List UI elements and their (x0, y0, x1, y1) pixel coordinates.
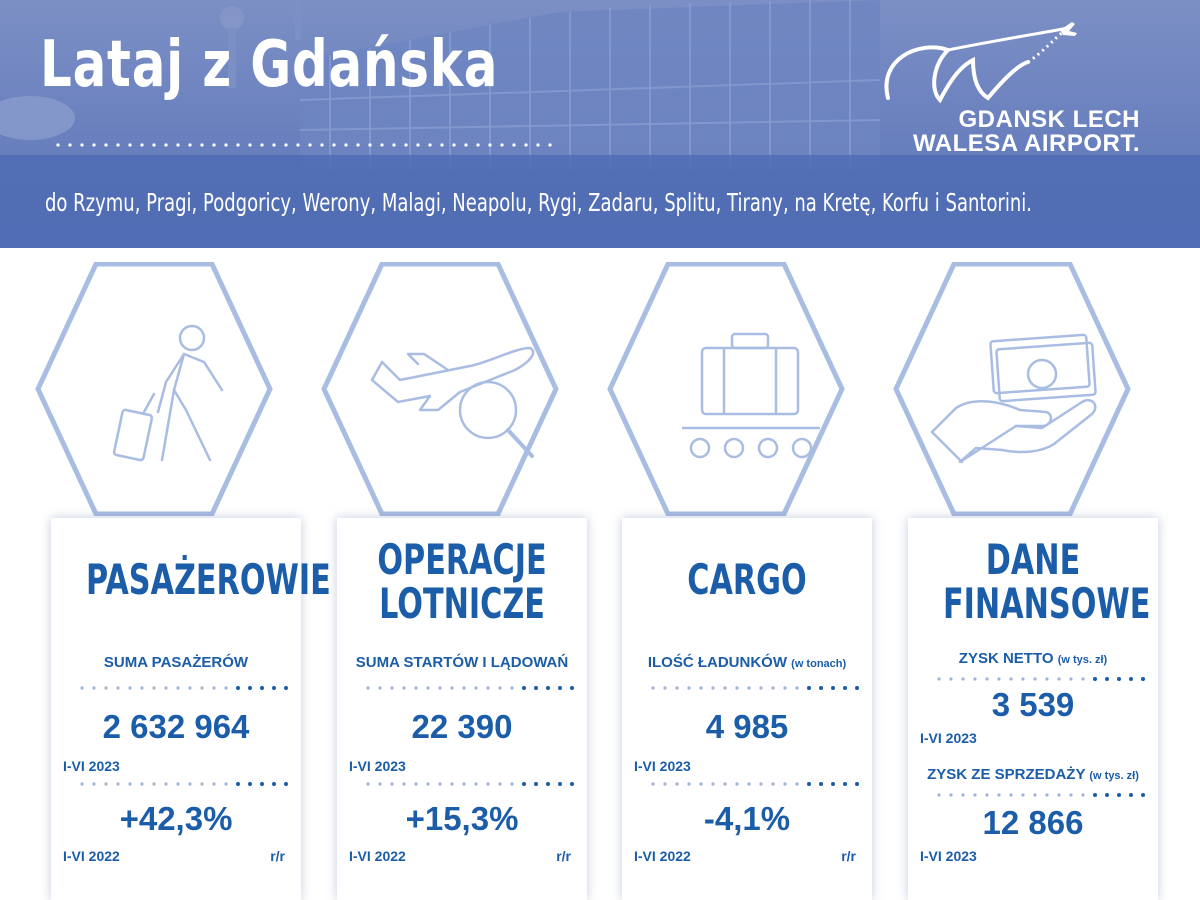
hand-money-icon (892, 262, 1132, 516)
dotted-divider (650, 685, 862, 691)
dotted-divider (79, 781, 291, 787)
change-value: +15,3% (405, 800, 519, 837)
card-title: OPERACJE LOTNICZE (377, 535, 547, 628)
hexagon-cargo (606, 262, 846, 516)
logo-text-line2: WALESA AIRPORT. (912, 130, 1140, 157)
yoy-label: r/r (270, 848, 285, 864)
metric2-value: 12 866 (982, 804, 1084, 841)
metric-value: 22 390 (411, 708, 513, 745)
card-title: PASAŻEROWIE (86, 555, 331, 604)
change-value: +42,3% (119, 800, 233, 837)
metric1-period-label: I-VI 2023 (920, 730, 977, 746)
compare-period-label: I-VI 2022 (349, 848, 406, 864)
title-dotted-divider (55, 142, 555, 148)
card-operations (337, 518, 587, 900)
period-label: I-VI 2023 (63, 758, 120, 774)
logo-signature-plane-icon (878, 20, 1178, 110)
destinations-subtitle: do Rzymu, Pragi, Podgoricy, Werony, Malagi, Neapolu, Rygi, Zadaru, Splitu, Tirany, na Kretę, Korfu i Santorini. (45, 188, 1032, 217)
metric-unit: (w tonach) (791, 658, 847, 670)
period-label: I-VI 2023 (349, 758, 406, 774)
period-label: I-VI 2023 (634, 758, 691, 774)
yoy-label: r/r (841, 848, 856, 864)
card-finance (908, 518, 1158, 900)
metric2-unit: (w tys. zł) (1089, 770, 1139, 782)
metric1-value: 3 539 (991, 686, 1075, 723)
hexagon-finance (892, 262, 1132, 516)
metric-value: 2 632 964 (102, 708, 250, 745)
metric1-unit: (w tys. zł) (1057, 654, 1108, 666)
metric1-label (908, 650, 1158, 667)
card-passengers (51, 518, 331, 900)
dotted-divider (936, 676, 1148, 682)
airplane-search-icon (320, 262, 560, 516)
metric2-label-text: ZYSK ZE SPRZEDAŻY (927, 766, 1086, 783)
compare-period-label: I-VI 2022 (63, 848, 120, 864)
walking-passenger-icon (34, 262, 274, 516)
logo-text-line1: GDANSK LECH (958, 106, 1140, 133)
page-title: Lataj z Gdańska (40, 28, 499, 102)
metric-value: 4 985 (705, 708, 789, 745)
dotted-divider (79, 685, 291, 691)
change-value: -4,1% (703, 800, 791, 837)
hexagon-operations (320, 262, 560, 516)
card-cargo (622, 518, 872, 900)
metric-label (622, 654, 872, 671)
compare-period-label: I-VI 2022 (634, 848, 691, 864)
card-title: CARGO (687, 555, 807, 604)
dotted-divider (650, 781, 862, 787)
metric1-label-text: ZYSK NETTO (958, 650, 1054, 667)
header-banner (0, 0, 1200, 248)
baggage-conveyor-icon (606, 262, 846, 516)
yoy-label: r/r (556, 848, 571, 864)
hexagon-passengers (34, 262, 274, 516)
metric-label-text: ILOŚĆ ŁADUNKÓW (647, 654, 787, 671)
dotted-divider (365, 685, 577, 691)
airport-logo (878, 20, 1178, 160)
metric2-period-label: I-VI 2023 (920, 848, 977, 864)
dotted-divider (365, 781, 577, 787)
metric-label: SUMA STARTÓW I LĄDOWAŃ (355, 654, 569, 671)
metric-label: SUMA PASAŻERÓW (103, 654, 249, 671)
metric2-label (908, 766, 1158, 783)
dotted-divider (936, 792, 1148, 798)
card-title: DANE FINANSOWE (943, 535, 1151, 628)
